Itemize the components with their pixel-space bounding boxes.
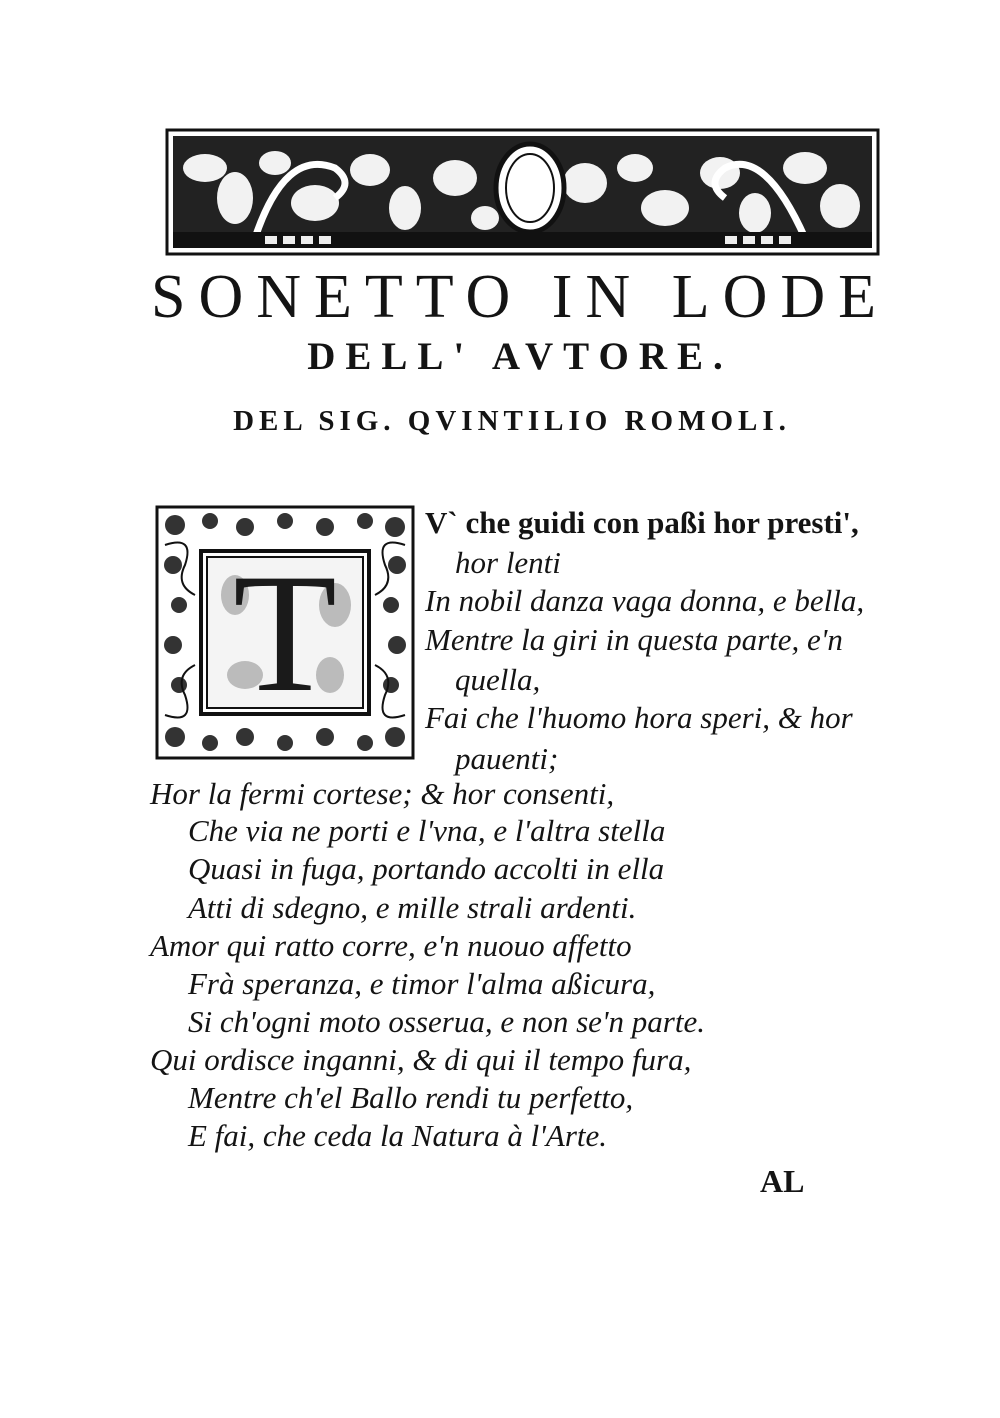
sonnet-line-12: Qui ordisce inganni, & di qui il tempo fura,: [150, 1042, 692, 1077]
sonnet-line-5: Hor la fermi cortese; & hor consenti,: [150, 776, 615, 811]
sonnet-line-3: Mentre la giri in questa parte, e'n: [425, 622, 843, 657]
page-title: SONETTO IN LODE: [150, 263, 889, 331]
sonnet-line-7: Quasi in fuga, portando accolti in ella: [188, 851, 665, 886]
sonnet-line-14: E fai, che ceda la Natura à l'Arte.: [188, 1118, 608, 1153]
ornamental-headpiece: [165, 128, 880, 256]
sonnet-line-4-cont: pauenti;: [455, 741, 559, 776]
initial-letter: T: [233, 538, 337, 727]
sonnet-line-9: Amor qui ratto corre, e'n nuouo affetto: [150, 928, 632, 963]
author-byline: DEL SIG. QVINTILIO ROMOLI.: [233, 405, 791, 437]
sonnet-line-6: Che via ne porti e l'vna, e l'altra stella: [188, 813, 666, 848]
decorated-initial: [155, 505, 415, 760]
catchword: AL: [760, 1163, 805, 1199]
sonnet-line-11: Si ch'ogni moto osserua, e non se'n parte.: [188, 1004, 705, 1039]
sonnet-line-10: Frà speranza, e timor l'alma aßicura,: [188, 966, 656, 1001]
sonnet-line-2: In nobil danza vaga donna, e bella,: [425, 583, 865, 618]
sonnet-line-4: Fai che l'huomo hora speri, & hor: [425, 700, 853, 735]
sonnet-line-3-cont: quella,: [455, 662, 541, 697]
sonnet-line-1-cont: hor lenti: [455, 545, 561, 580]
sonnet-line-13: Mentre ch'el Ballo rendi tu perfetto,: [188, 1080, 634, 1115]
sonnet-line-1: V` che guidi con paßi hor presti',: [425, 505, 859, 540]
page-subtitle: DELL' AVTORE.: [307, 335, 733, 378]
sonnet-line-8: Atti di sdegno, e mille strali ardenti.: [188, 890, 637, 925]
